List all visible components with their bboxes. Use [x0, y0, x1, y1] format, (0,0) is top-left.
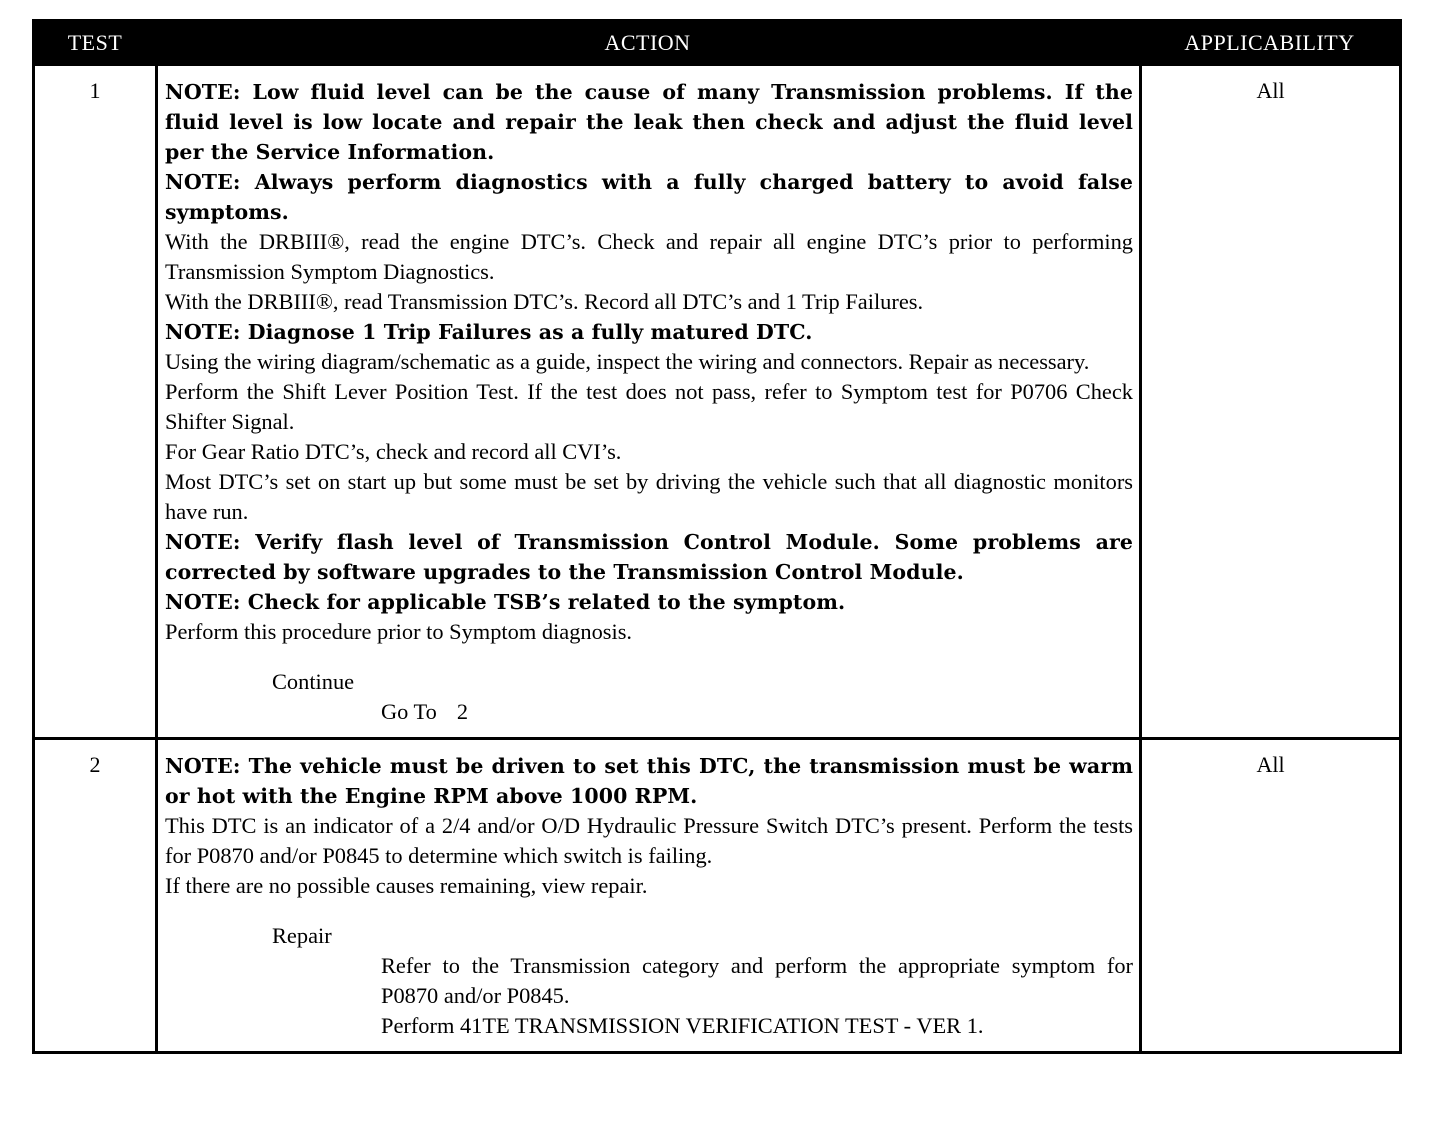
applicability-value: All: [1256, 78, 1285, 103]
step-gear-ratio: For Gear Ratio DTC’s, check and record all CVI’s.: [165, 439, 622, 464]
note-charged-battery: NOTE: Always perform diagnostics with a fully charged battery to avoid false symptoms.: [165, 170, 1133, 224]
step-shift-lever-test: Perform the Shift Lever Position Test. If the test does not pass, refer to Symptom test for P0706 Check Shifter Signal.: [165, 379, 1133, 434]
goto-target[interactable]: 2: [456, 699, 469, 724]
goto-link[interactable]: [165, 697, 1133, 727]
action-cell: [155, 740, 1142, 1051]
header-test: TEST: [67, 29, 123, 55]
header-applicability: APPLICABILITY: [1184, 29, 1355, 55]
note-drive-vehicle: NOTE: The vehicle must be driven to set this DTC, the transmission must be warm or hot with the Engine RPM above 1000 RPM.: [165, 754, 1133, 808]
repair-verification: Perform 41TE TRANSMISSION VERIFICATION TEST - VER 1.: [381, 1013, 984, 1038]
repair-instruction: Refer to the Transmission category and perform the appropriate symptom for P0870 and/or P0845.: [381, 953, 1133, 1008]
step-perform-prior: Perform this procedure prior to Symptom diagnosis.: [165, 619, 633, 644]
step-read-engine-dtc: With the DRBIII®, read the engine DTC’s. Check and repair all engine DTC’s prior to performing Transmission Symptom Diagnostics.: [165, 229, 1133, 284]
step-read-transmission-dtc: With the DRBIII®, read Transmission DTC’s. Record all DTC’s and 1 Trip Failures.: [165, 289, 924, 314]
step-indicator-dtc: This DTC is an indicator of a 2/4 and/or O/D Hydraulic Pressure Switch DTC’s present. Perform the tests for P0870 and/or P0845 to determine which switch is failing.: [165, 813, 1133, 868]
table-header: [35, 22, 1399, 63]
header-action: ACTION: [604, 29, 691, 55]
note-trip-failures: NOTE: Diagnose 1 Trip Failures as a fully matured DTC.: [165, 320, 813, 344]
branch-repair: Repair: [272, 923, 332, 948]
diagnostic-table: [32, 19, 1402, 1054]
note-flash-level: NOTE: Verify flash level of Transmission Control Module. Some problems are corrected by software upgrades to the Transmission Control Module.: [165, 530, 1133, 584]
branch-continue: Continue: [272, 669, 355, 694]
table-row: [35, 63, 1399, 737]
goto-label: Go To: [381, 699, 437, 724]
step-inspect-wiring: Using the wiring diagram/schematic as a guide, inspect the wiring and connectors. Repair as necessary.: [165, 349, 1090, 374]
step-dtc-startup: Most DTC’s set on start up but some must be set by driving the vehicle such that all diagnostic monitors have run.: [165, 469, 1133, 524]
action-cell: [155, 66, 1142, 737]
test-number: 2: [89, 752, 101, 777]
note-tsb: NOTE: Check for applicable TSB’s related to the symptom.: [165, 590, 846, 614]
applicability-value: All: [1256, 752, 1285, 777]
table-row: [35, 737, 1399, 1051]
test-number: 1: [89, 78, 101, 103]
note-low-fluid: NOTE: Low fluid level can be the cause of many Transmission problems. If the fluid level is low locate and repair the leak then check and adjust the fluid level per the Service Information.: [165, 80, 1133, 164]
step-view-repair: If there are no possible causes remaining, view repair.: [165, 873, 648, 898]
